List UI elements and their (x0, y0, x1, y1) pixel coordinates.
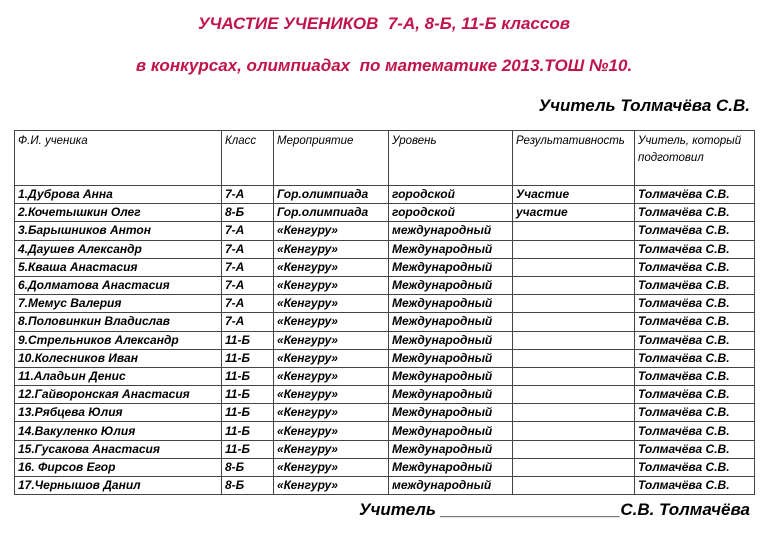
cell-result (513, 404, 635, 422)
cell-event: Гор.олимпиада (274, 186, 389, 204)
cell-class: 7-А (222, 258, 274, 276)
cell-event: Гор.олимпиада (274, 204, 389, 222)
table-row (15, 386, 755, 404)
cell-result (513, 386, 635, 404)
cell-student-name: 13.Рябцева Юлия (15, 404, 222, 422)
cell-student-name: 16. Фирсов Егор (15, 458, 222, 476)
cell-teacher: Толмачёва С.В. (635, 331, 755, 349)
cell-teacher: Толмачёва С.В. (635, 458, 755, 476)
table-row (15, 458, 755, 476)
table-row (15, 258, 755, 276)
table-row (15, 404, 755, 422)
cell-student-name: 11.Аладьин Денис (15, 367, 222, 385)
cell-teacher: Толмачёва С.В. (635, 367, 755, 385)
cell-teacher: Толмачёва С.В. (635, 276, 755, 294)
cell-result: участие (513, 204, 635, 222)
cell-class: 8-Б (222, 204, 274, 222)
cell-event: «Кенгуру» (274, 367, 389, 385)
table-row (15, 295, 755, 313)
cell-student-name: 3.Барышников Антон (15, 222, 222, 240)
cell-level: Международный (389, 313, 513, 331)
cell-teacher: Толмачёва С.В. (635, 258, 755, 276)
cell-event: «Кенгуру» (274, 331, 389, 349)
cell-event: «Кенгуру» (274, 295, 389, 313)
cell-student-name: 1.Дуброва Анна (15, 186, 222, 204)
cell-class: 8-Б (222, 458, 274, 476)
cell-teacher: Толмачёва С.В. (635, 204, 755, 222)
cell-class: 11-Б (222, 440, 274, 458)
cell-class: 11-Б (222, 386, 274, 404)
cell-result (513, 458, 635, 476)
table-row (15, 313, 755, 331)
cell-student-name: 10.Колесников Иван (15, 349, 222, 367)
cell-class: 11-Б (222, 349, 274, 367)
header-event: Мероприятие (274, 131, 389, 186)
cell-level: Международный (389, 276, 513, 294)
header-result: Результативность (513, 131, 635, 186)
header-teacher: Учитель, который подготовил (635, 131, 755, 186)
cell-event: «Кенгуру» (274, 422, 389, 440)
cell-result (513, 295, 635, 313)
cell-level: международный (389, 222, 513, 240)
cell-teacher: Толмачёва С.В. (635, 222, 755, 240)
cell-student-name: 6.Долматова Анастасия (15, 276, 222, 294)
cell-event: «Кенгуру» (274, 276, 389, 294)
table-row (15, 276, 755, 294)
cell-level: Международный (389, 458, 513, 476)
cell-class: 11-Б (222, 404, 274, 422)
cell-class: 7-А (222, 313, 274, 331)
cell-event: «Кенгуру» (274, 458, 389, 476)
cell-result (513, 240, 635, 258)
table-row (15, 440, 755, 458)
cell-result (513, 367, 635, 385)
cell-level: Международный (389, 440, 513, 458)
cell-level: Международный (389, 258, 513, 276)
table-body (15, 186, 755, 495)
table-row (15, 204, 755, 222)
cell-event: «Кенгуру» (274, 349, 389, 367)
cell-class: 7-А (222, 222, 274, 240)
cell-student-name: 7.Мемус Валерия (15, 295, 222, 313)
cell-teacher: Толмачёва С.В. (635, 404, 755, 422)
cell-level: Международный (389, 386, 513, 404)
cell-teacher: Толмачёва С.В. (635, 477, 755, 495)
cell-class: 7-А (222, 186, 274, 204)
cell-student-name: 4.Даушев Александр (15, 240, 222, 258)
cell-result (513, 422, 635, 440)
cell-event: «Кенгуру» (274, 477, 389, 495)
cell-level: Международный (389, 404, 513, 422)
cell-result: Участие (513, 186, 635, 204)
table-row (15, 186, 755, 204)
table-row (15, 349, 755, 367)
cell-class: 8-Б (222, 477, 274, 495)
cell-student-name: 5.Кваша Анастасия (15, 258, 222, 276)
cell-result (513, 276, 635, 294)
cell-event: «Кенгуру» (274, 440, 389, 458)
cell-result (513, 477, 635, 495)
cell-class: 11-Б (222, 422, 274, 440)
table-row (15, 222, 755, 240)
cell-teacher: Толмачёва С.В. (635, 349, 755, 367)
cell-student-name: 2.Кочетышкин Олег (15, 204, 222, 222)
document-title-line-1: УЧАСТИЕ УЧЕНИКОВ 7-А, 8-Б, 11-Б классов (198, 14, 570, 33)
table-row (15, 422, 755, 440)
cell-student-name: 17.Чернышов Данил (15, 477, 222, 495)
cell-class: 11-Б (222, 331, 274, 349)
cell-class: 11-Б (222, 367, 274, 385)
cell-level: Международный (389, 349, 513, 367)
cell-result (513, 313, 635, 331)
table-row (15, 477, 755, 495)
table-row (15, 367, 755, 385)
cell-teacher: Толмачёва С.В. (635, 313, 755, 331)
cell-level: городской (389, 204, 513, 222)
cell-teacher: Толмачёва С.В. (635, 422, 755, 440)
cell-result (513, 222, 635, 240)
cell-class: 7-А (222, 295, 274, 313)
cell-teacher: Толмачёва С.В. (635, 295, 755, 313)
cell-student-name: 12.Гайворонская Анастасия (15, 386, 222, 404)
cell-teacher: Толмачёва С.В. (635, 440, 755, 458)
teacher-name-top: Учитель Толмачёва С.В. (538, 96, 750, 115)
table-header-row (15, 131, 755, 186)
cell-event: «Кенгуру» (274, 240, 389, 258)
cell-result (513, 440, 635, 458)
participation-table (14, 130, 755, 495)
cell-teacher: Толмачёва С.В. (635, 386, 755, 404)
cell-student-name: 14.Вакуленко Юлия (15, 422, 222, 440)
cell-result (513, 331, 635, 349)
teacher-signature-line: Учитель ___________________С.В. Толмачёва (358, 500, 750, 519)
table-row (15, 331, 755, 349)
cell-level: Международный (389, 367, 513, 385)
cell-class: 7-А (222, 276, 274, 294)
cell-event: «Кенгуру» (274, 313, 389, 331)
table-row (15, 240, 755, 258)
cell-student-name: 15.Гусакова Анастасия (15, 440, 222, 458)
header-student-name: Ф.И. ученика (15, 131, 222, 186)
header-level: Уровень (389, 131, 513, 186)
cell-event: «Кенгуру» (274, 222, 389, 240)
cell-level: Международный (389, 240, 513, 258)
cell-teacher: Толмачёва С.В. (635, 240, 755, 258)
cell-level: Международный (389, 422, 513, 440)
cell-level: Международный (389, 295, 513, 313)
cell-event: «Кенгуру» (274, 404, 389, 422)
cell-level: международный (389, 477, 513, 495)
cell-level: городской (389, 186, 513, 204)
document-title-line-2: в конкурсах, олимпиадах по математике 2013.ТОШ №10. (135, 56, 633, 75)
header-class: Класс (222, 131, 274, 186)
cell-result (513, 258, 635, 276)
cell-result (513, 349, 635, 367)
cell-level: Международный (389, 331, 513, 349)
cell-event: «Кенгуру» (274, 258, 389, 276)
cell-class: 7-А (222, 240, 274, 258)
cell-student-name: 9.Стрельников Александр (15, 331, 222, 349)
cell-teacher: Толмачёва С.В. (635, 186, 755, 204)
cell-event: «Кенгуру» (274, 386, 389, 404)
cell-student-name: 8.Половинкин Владислав (15, 313, 222, 331)
